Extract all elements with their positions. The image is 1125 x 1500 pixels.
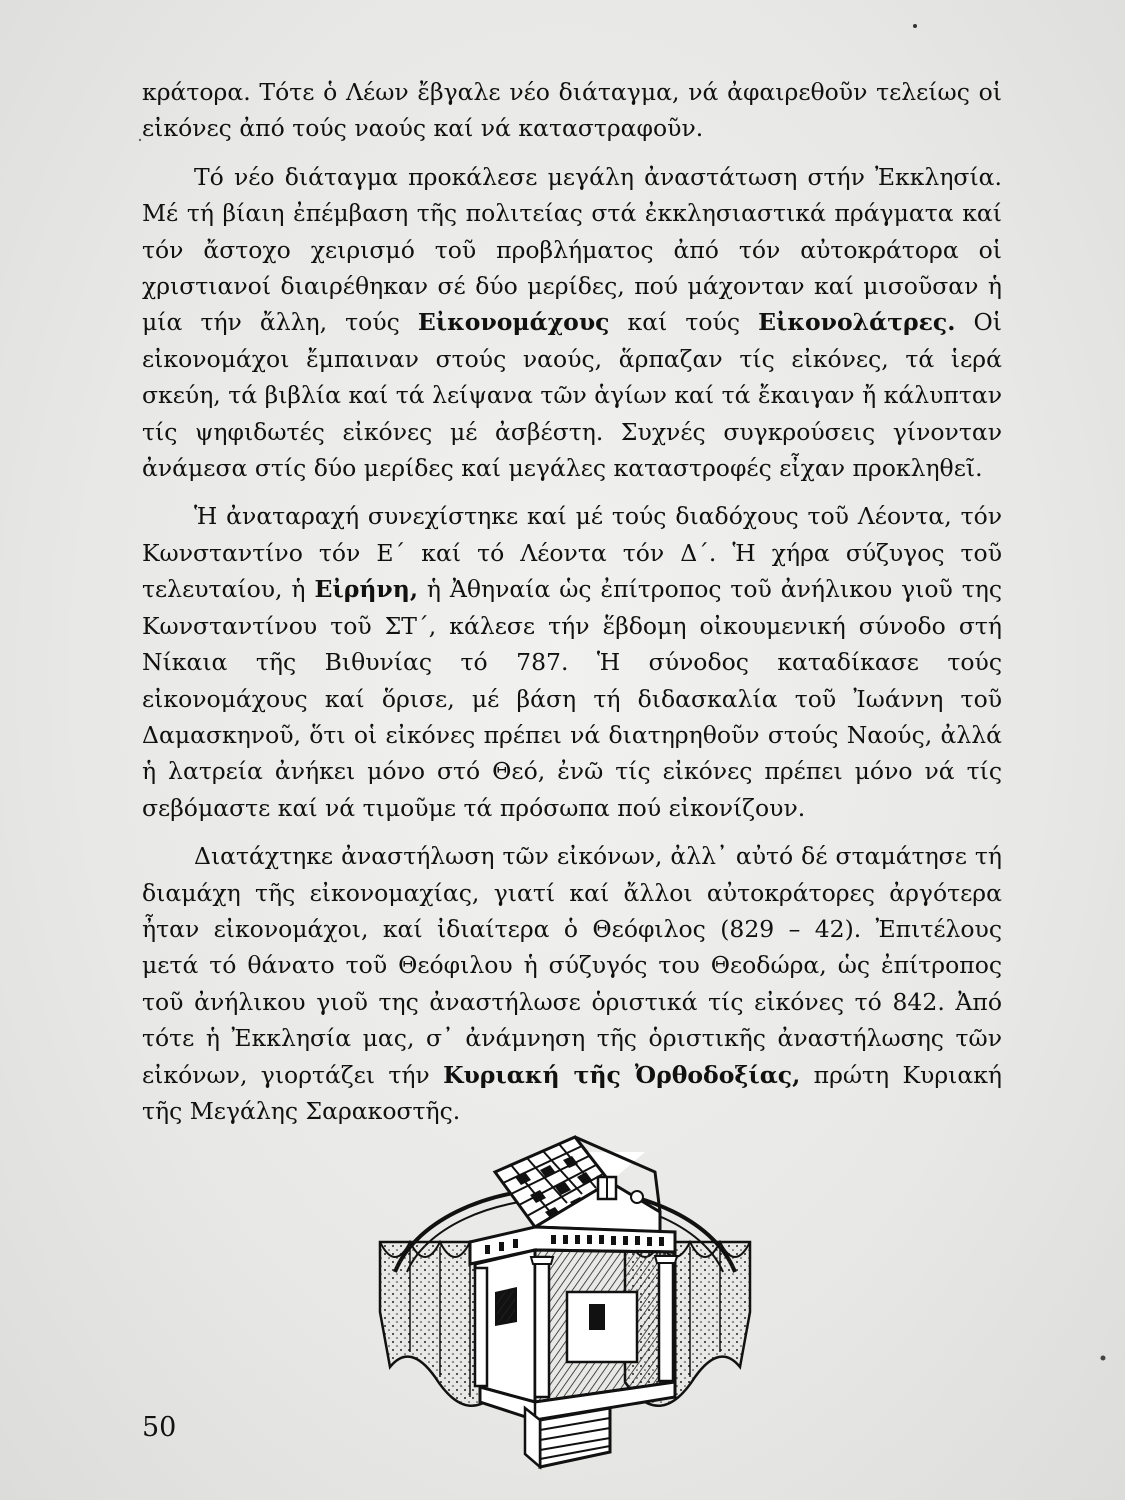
bold-name-irene: Εἰρήνη, <box>314 575 419 604</box>
paragraph-3 <box>142 498 1002 826</box>
paragraph-1 <box>142 74 1002 147</box>
byzantine-church-drawing-icon <box>375 1132 755 1472</box>
paragraph-4 <box>142 838 1002 1129</box>
bold-term-iconodules: Εἰκονολάτρες. <box>758 308 956 337</box>
body-text <box>142 74 1002 1141</box>
text-segment: πρώτη Κυριακή τῆς Μεγάλης Σαρακοστῆς. <box>142 1060 1002 1125</box>
paragraph-2 <box>142 159 1002 487</box>
bold-term-iconoclasts: Εἰκονομάχους <box>417 308 610 337</box>
text-segment: Ἡ ἀναταραχή συνεχίστηκε καί μέ τούς διαδόχους τοῦ Λέοντα, τόν Κωνσταντίνο τόν Ε΄ καί τό Λέοντα τόν Δ΄. Ἡ χήρα σύζυγος τοῦ τελευταίου, ἡ <box>142 502 1002 604</box>
text-segment: Τό νέο διάταγμα προκάλεσε μεγάλη ἀναστάτωση στήν Ἐκκλησία. Μέ τή βίαιη ἐπέμβαση τῆς πολιτείας στά ἐκκλησιαστικά πράγματα καί τόν ἄστοχο χειρισμό τοῦ προβλήματος ἀπό τόν αὐτοκράτορα οἱ χριστιανοί διαιρέθηκαν σέ δύο μερίδες, πού μάχονταν καί μισοῦσαν ἡ μία τήν ἄλλη, τούς <box>142 162 1002 337</box>
text-segment: κράτορα. Τότε ὁ Λέων ἔβγαλε νέο διάταγμα, νά ἀφαιρεθοῦν τελείως οἱ εἰκόνες ἀπό τούς ναούς καί νά καταστραφοῦν. <box>142 78 1002 143</box>
bold-term-sunday-of-orthodoxy: Κυριακή τῆς Ὀρθοδοξίας, <box>443 1060 801 1089</box>
text-segment: ἡ Ἀθηναία ὡς ἐπίτροπος τοῦ ἀνήλικου γιοῦ της Κωνσταντίνου τοῦ ΣΤ΄, κάλεσε τήν ἕβδομη οἰκουμενική σύνοδο στή Νίκαια τῆς Βιθυνίας τό 787. Ἡ σύνοδος καταδίκασε τούς εἰκονομάχους καί ὅρισε, μέ βάση τή διδασκαλία τοῦ Ἰωάννη τοῦ Δαμασκηνοῦ, ὅτι οἱ εἰκόνες πρέπει νά διατηρηθοῦν στούς Ναούς, ἀλλά ἡ λατρεία ἀνήκει μόνο στό Θεό, ἐνῶ τίς εἰκόνες πρέπει μόνο νά τίς σεβόμαστε καί νά τιμοῦμε τά πρόσωπα πού εἰκονίζουν. <box>142 575 1002 822</box>
text-segment: Διατάχτηκε ἀναστήλωση τῶν εἰκόνων, ἀλλ᾽ αὐτό δέ σταμάτησε τή διαμάχη τῆς εἰκονομαχίας, γιατί καί ἄλλοι αὐτοκράτορες ἀργότερα ἦταν εἰκονομάχοι, καί ἰδιαίτερα ὁ Θεόφιλος (829 – 42). Ἐπιτέλους μετά τό θάνατο τοῦ Θεόφιλου ἡ σύζυγός του Θεοδώρα, ὡς ἐπίτροπος τοῦ ἀνήλικου γιοῦ της ἀναστήλωσε ὁριστικά τίς εἰκόνες τό 842. Ἀπό τότε ἡ Ἐκκλησία μας, σ᾽ ἀνάμνηση τῆς ὁριστικῆς ἀναστήλωσης τῶν εἰκόνων, γιορτάζει τήν <box>142 842 1002 1089</box>
text-segment: Οἱ εἰκονομάχοι ἔμπαιναν στούς ναούς, ἅρπαζαν τίς εἰκόνες, τά ἱερά σκεύη, τά βιβλία καί τά λείψανα τῶν ἁγίων καί τά ἔκαιγαν ἤ κάλυπταν τίς ψηφιδωτές εἰκόνες μέ ἀσβέστη. Συχνές συγκρούσεις γίνονταν ἀνάμεσα στίς δύο μερίδες καί μεγάλες καταστροφές εἶχαν προκληθεῖ. <box>142 308 1003 483</box>
text-segment: καί τούς <box>609 308 759 337</box>
page-number: 50 <box>142 1412 177 1443</box>
